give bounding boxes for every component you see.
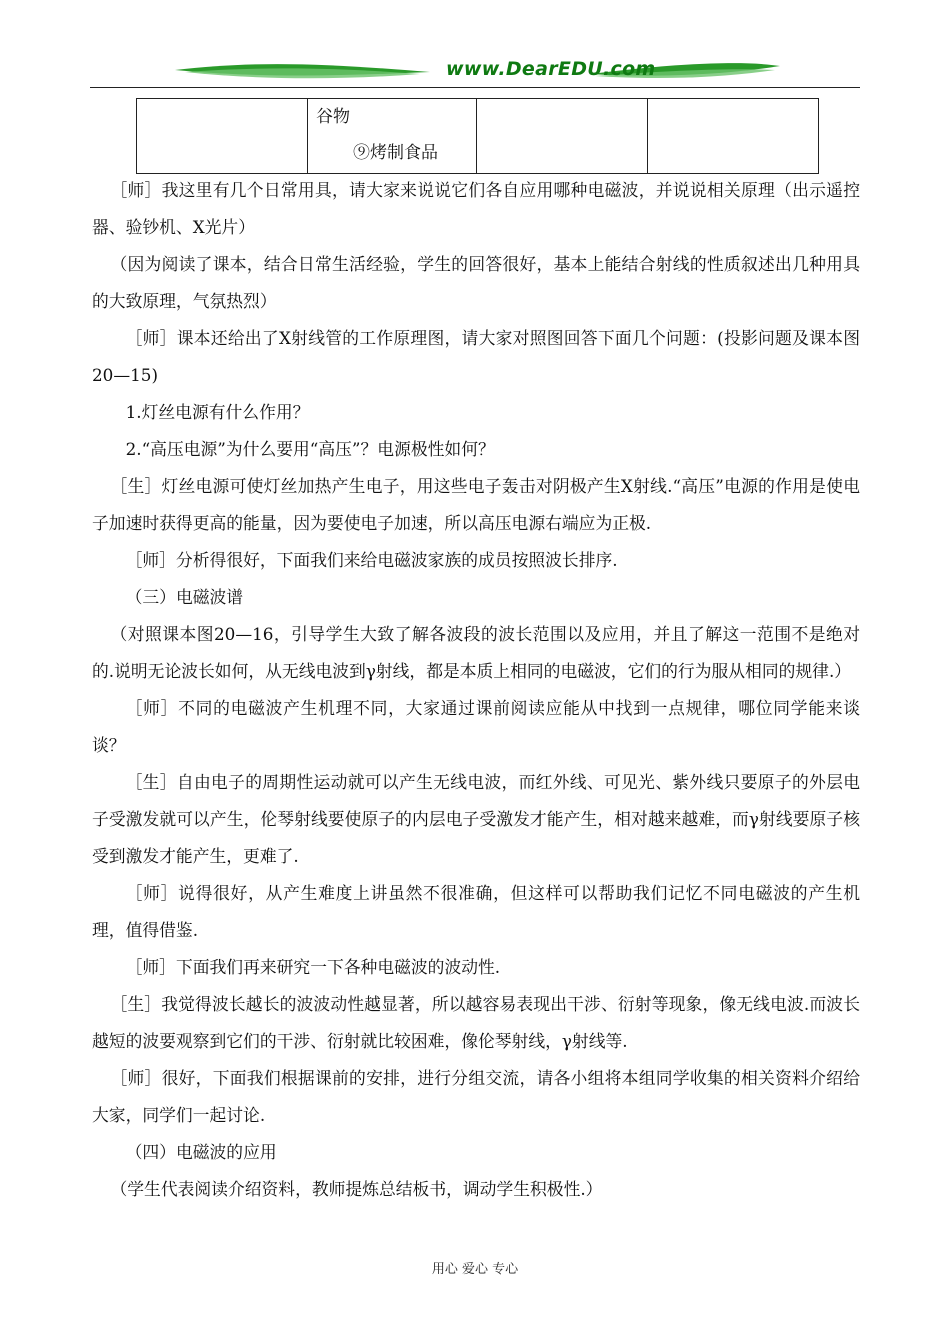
document-body bbox=[92, 172, 860, 1208]
table-cell bbox=[648, 99, 819, 174]
paragraph: （对照课本图20—16，引导学生大致了解各波段的波长范围以及应用，并且了解这一范围不是绝对的.说明无论波长如何，从无线电波到γ射线，都是本质上相同的电磁波，它们的行为服从相同的规律.） bbox=[92, 624, 860, 681]
content-table bbox=[136, 98, 819, 174]
paragraph: ［师］不同的电磁波产生机理不同，大家通过课前阅读应能从中找到一点规律，哪位同学能来谈谈？ bbox=[92, 698, 860, 755]
section-heading: （四）电磁波的应用 bbox=[125, 1142, 277, 1162]
paragraph: ［师］说得很好，从产生难度上讲虽然不很准确，但这样可以帮助我们记忆不同电磁波的产生机理，值得借鉴. bbox=[92, 883, 860, 940]
cell-text: ⑨烤制食品 bbox=[353, 143, 438, 163]
section-heading: （三）电磁波谱 bbox=[125, 587, 244, 607]
paragraph: ［生］自由电子的周期性运动就可以产生无线电波，而红外线、可见光、紫外线只要原子的外层电子受激发就可以产生，伦琴射线要使原子的内层电子受激发才能产生，相对越来越难，而γ射线要原子核受到激发才能产生，更难了. bbox=[92, 772, 860, 866]
table-row bbox=[137, 99, 819, 174]
table-cell bbox=[137, 99, 308, 174]
table-cell bbox=[477, 99, 648, 174]
page-footer: 用心 爱心 专心 bbox=[431, 1262, 519, 1277]
paragraph: （学生代表阅读介绍资料，教师提炼总结板书，调动学生积极性.） bbox=[110, 1179, 603, 1199]
cell-text: 谷物 bbox=[316, 107, 350, 127]
paragraph: 2.“高压电源”为什么要用“高压”？电源极性如何？ bbox=[125, 439, 495, 459]
header-rule bbox=[90, 87, 860, 88]
table-cell bbox=[308, 99, 477, 174]
paragraph: ［师］课本还给出了X射线管的工作原理图，请大家对照图回答下面几个问题：(投影问题及课本图20—15) bbox=[92, 328, 860, 385]
site-brand-logo: www.DearEDU.com bbox=[446, 58, 656, 80]
paragraph: ［师］分析得很好，下面我们来给电磁波家族的成员按照波长排序. bbox=[125, 550, 618, 570]
paragraph: ［师］下面我们再来研究一下各种电磁波的波动性. bbox=[125, 957, 501, 977]
paragraph: ［师］我这里有几个日常用具，请大家来说说它们各自应用哪种电磁波，并说说相关原理（出示遥控器、验钞机、X光片） bbox=[92, 180, 860, 237]
paragraph: （因为阅读了课本，结合日常生活经验，学生的回答很好，基本上能结合射线的性质叙述出几种用具的大致原理，气氛热烈） bbox=[92, 254, 860, 311]
paragraph: ［生］我觉得波长越长的波波动性越显著，所以越容易表现出干涉、衍射等现象，像无线电波.而波长越短的波要观察到它们的干涉、衍射就比较困难，像伦琴射线，γ射线等. bbox=[92, 994, 860, 1051]
paragraph: 1.灯丝电源有什么作用？ bbox=[125, 402, 310, 422]
paragraph: ［生］灯丝电源可使灯丝加热产生电子，用这些电子轰击对阴极产生X射线.“高压”电源的作用是使电子加速时获得更高的能量，因为要使电子加速，所以高压电源右端应为正极. bbox=[92, 476, 860, 533]
paragraph: ［师］很好，下面我们根据课前的安排，进行分组交流，请各小组将本组同学收集的相关资料介绍给大家，同学们一起讨论. bbox=[92, 1068, 860, 1125]
